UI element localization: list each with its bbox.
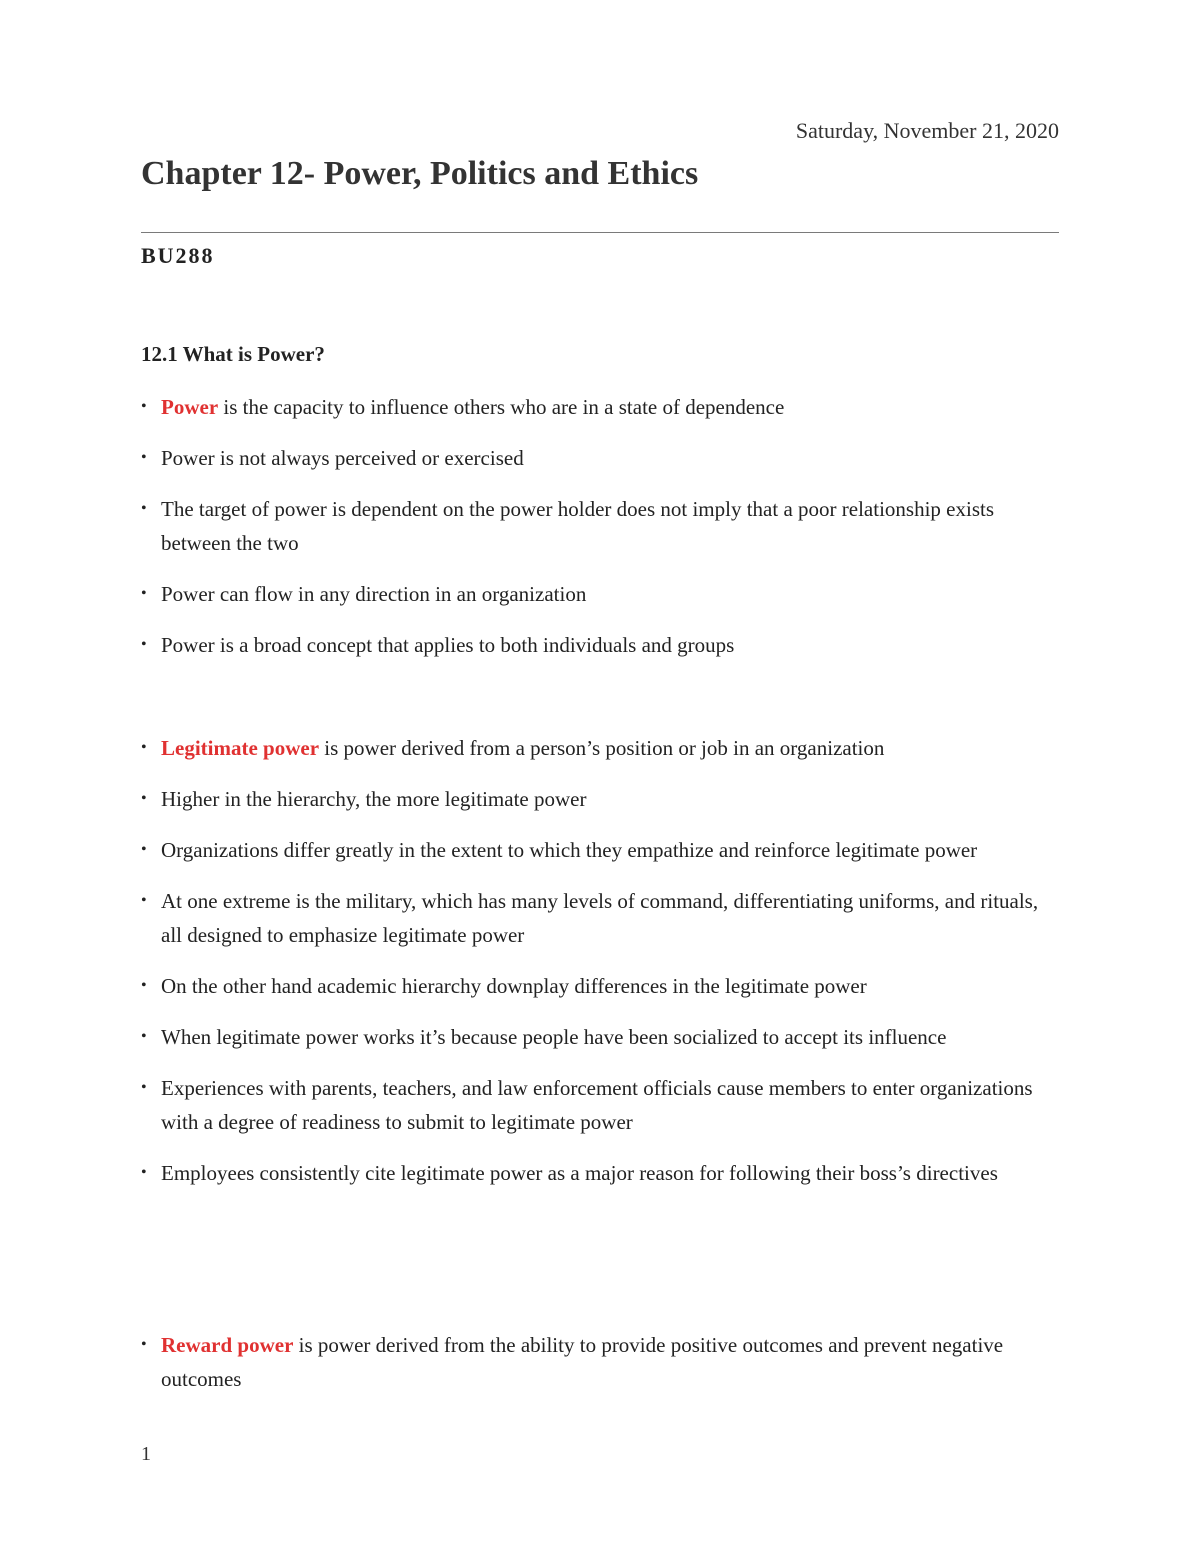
- item-text: is the capacity to influence others who are in a state of dependence: [218, 395, 785, 419]
- item-text: At one extreme is the military, which has many levels of command, differentiating uniforms, and rituals, all designed to emphasize legitimate power: [161, 889, 1039, 947]
- document-date: Saturday, November 21, 2020: [795, 118, 1059, 143]
- item-text: When legitimate power works it’s because people have been socialized to accept its influence: [161, 1025, 947, 1049]
- list-item: [141, 390, 1059, 424]
- list-item: [141, 441, 1059, 475]
- item-text: Organizations differ greatly in the extent to which they empathize and reinforce legitimate power: [161, 838, 978, 862]
- key-term: Legitimate power: [161, 736, 320, 760]
- item-text: Power is not always perceived or exercised: [161, 446, 524, 470]
- item-text: Higher in the hierarchy, the more legitimate power: [161, 787, 587, 811]
- key-term: Reward power: [161, 1333, 294, 1357]
- course-code: BU288: [141, 243, 215, 268]
- item-text: Power can flow in any direction in an organization: [161, 582, 587, 606]
- title-divider: [141, 232, 1059, 233]
- list-item: [141, 577, 1059, 611]
- list-item: [141, 731, 1059, 765]
- item-text: Power is a broad concept that applies to both individuals and groups: [161, 633, 735, 657]
- item-text: On the other hand academic hierarchy downplay differences in the legitimate power: [161, 974, 867, 998]
- item-text: Employees consistently cite legitimate power as a major reason for following their boss’s directives: [161, 1161, 998, 1185]
- item-text: is power derived from the ability to provide positive outcomes and prevent negative outcomes: [161, 1333, 1004, 1391]
- item-text: The target of power is dependent on the power holder does not imply that a poor relationship exists between the two: [161, 497, 994, 555]
- list-item: [141, 1020, 1059, 1054]
- list-item: [141, 884, 1059, 952]
- list-item: [141, 628, 1059, 662]
- list-item: [141, 1071, 1059, 1139]
- list-item: [141, 492, 1059, 560]
- item-text: Experiences with parents, teachers, and law enforcement officials cause members to enter organizations with a degree of readiness to submit to legitimate power: [161, 1076, 1033, 1134]
- section-heading: 12.1 What is Power?: [141, 342, 325, 366]
- list-item: [141, 782, 1059, 816]
- list-item: [141, 1156, 1059, 1190]
- reward-power-bullet-list: [141, 1328, 1059, 1413]
- list-item: [141, 1328, 1059, 1396]
- key-term: Power: [161, 395, 219, 419]
- list-item: [141, 833, 1059, 867]
- page-title: Chapter 12- Power, Politics and Ethics: [141, 155, 699, 192]
- page-number: 1: [141, 1443, 151, 1465]
- legitimate-power-bullet-list: [141, 731, 1059, 1207]
- power-bullet-list: [141, 390, 1059, 679]
- item-text: is power derived from a person’s position or job in an organization: [319, 736, 885, 760]
- list-item: [141, 969, 1059, 1003]
